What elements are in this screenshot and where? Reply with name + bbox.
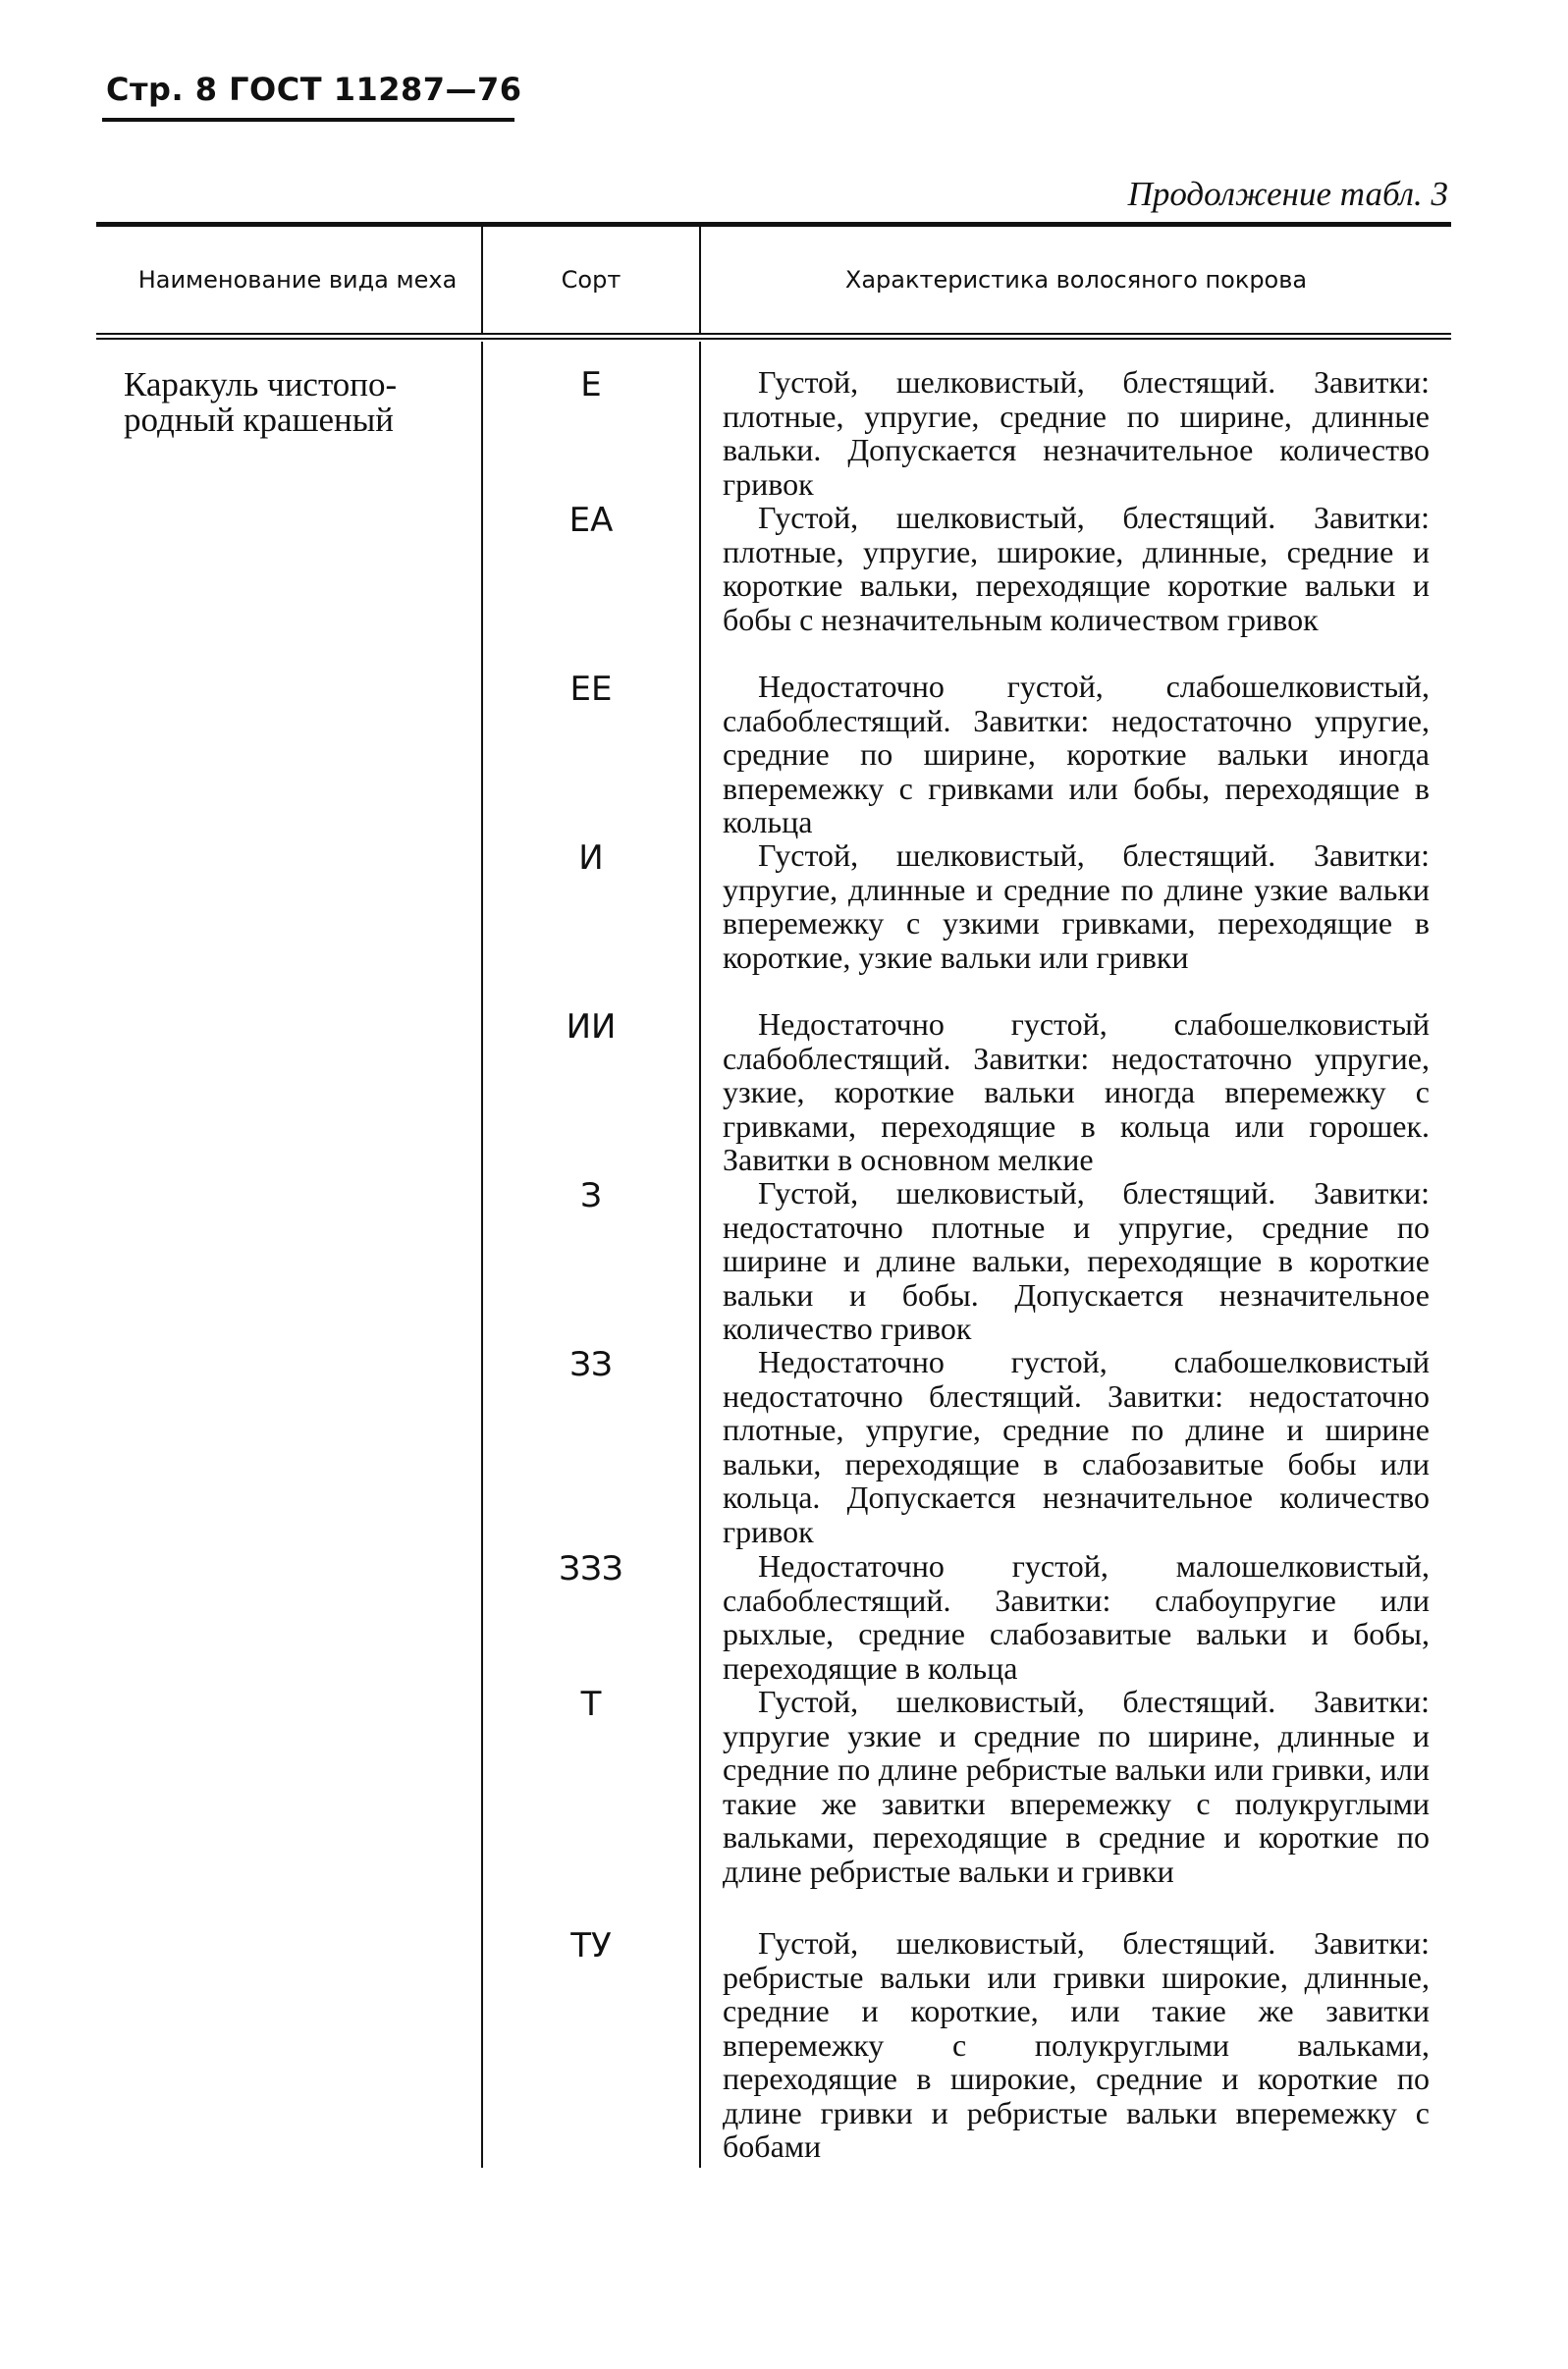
grade-cell: ЕА: [568, 501, 614, 540]
description-cell: Недостаточно густой, слабошелковистый слабоблестящий. Завитки: недостаточно упругие, узкие, короткие вальки иногда вперемежку с гривками, переходящие в кольца или горошек. Завитки в основном мелкие: [723, 1006, 1430, 1177]
grade-cell: ЗЗЗ: [559, 1549, 623, 1588]
grade-cell: Е: [580, 365, 602, 404]
fur-name-line: Каракуль чистопо-: [124, 365, 398, 404]
grade-cell: ЕЕ: [569, 670, 613, 709]
table-body: [96, 342, 1451, 2168]
description-cell: Густой, шелковистый, блестящий. Завитки: упругие, длинные и средние по длине узкие вальки вперемежку с узкими гривками, переходящие в короткие, узкие вальки или гривки: [723, 837, 1430, 975]
column-header-name: Наименование вида меха: [137, 266, 458, 294]
page-header: Стр. 8 ГОСТ 11287—76: [106, 71, 522, 108]
description-cell: Густой, шелковистый, блестящий. Завитки: ребристые вальки или гривки широкие, длинные, средние и короткие, или такие же завитки вперемежку с полукруглыми вальками, переходящие в широкие, средние и короткие по длине гривки и ребристые вальки вперемежку с бобами: [723, 1925, 1430, 2164]
grade-cell: ИИ: [566, 1007, 617, 1047]
grade-cell: ЗЗ: [569, 1345, 613, 1384]
table-header-rule: [96, 333, 1451, 340]
description-cell: Густой, шелковистый, блестящий. Завитки: плотные, упругие, широкие, длинные, средние и короткие вальки, переходящие короткие вальки и бобы с незначительным количеством гривок: [723, 500, 1430, 637]
description-cell: Густой, шелковистый, блестящий. Завитки: плотные, упругие, средние по ширине, длинные вальки. Допускается незначительное количество гривок: [723, 364, 1430, 502]
description-cell: Густой, шелковистый, блестящий. Завитки: упругие узкие и средние по ширине, длинные и средние по длине ребристые вальки или гривки, или такие же завитки вперемежку с полукруглыми вальками, переходящие в средние и короткие по длине ребристые вальки и гривки: [723, 1684, 1430, 1889]
grade-cell: З: [580, 1176, 602, 1215]
description-cell: Густой, шелковистый, блестящий. Завитки: недостаточно плотные и упругие, средние по ширине и длине вальки, переходящие в короткие вальки и бобы. Допускается незначительное количество гривок: [723, 1175, 1430, 1346]
table-continuation-label: Продолжение табл. 3: [1127, 175, 1448, 213]
grade-cell: ТУ: [570, 1926, 612, 1965]
grade-column: [481, 342, 699, 2168]
description-column: [699, 342, 1451, 2168]
grade-cell: Т: [580, 1685, 602, 1724]
description-cell: Недостаточно густой, слабошелковистый, слабоблестящий. Завитки: недостаточно упругие, средние по ширине, короткие вальки иногда вперемежку с гривками или бобы, переходящие в кольца: [723, 669, 1430, 839]
header-rule: [102, 118, 514, 122]
description-cell: Недостаточно густой, слабошелковистый недостаточно блестящий. Завитки: недостаточно плотные, упругие, средние по длине и ширине вальки, переходящие в слабозавитые бобы или кольца. Допускается незначительное количество гривок: [723, 1344, 1430, 1549]
column-header-description: Характеристика волосяного покрова: [699, 227, 1451, 333]
column-header-grade: Сорт: [481, 227, 699, 333]
fur-name-line: родный крашеный: [124, 401, 395, 439]
table-header-row: [96, 227, 1451, 333]
fur-name-cell: [96, 342, 481, 2168]
grade-cell: И: [578, 838, 604, 878]
description-cell: Недостаточно густой, малошелковистый, слабоблестящий. Завитки: слабоупругие или рыхлые, средние слабозавитые вальки и бобы, переходящие в кольца: [723, 1548, 1430, 1686]
grade-table: [96, 222, 1451, 2168]
